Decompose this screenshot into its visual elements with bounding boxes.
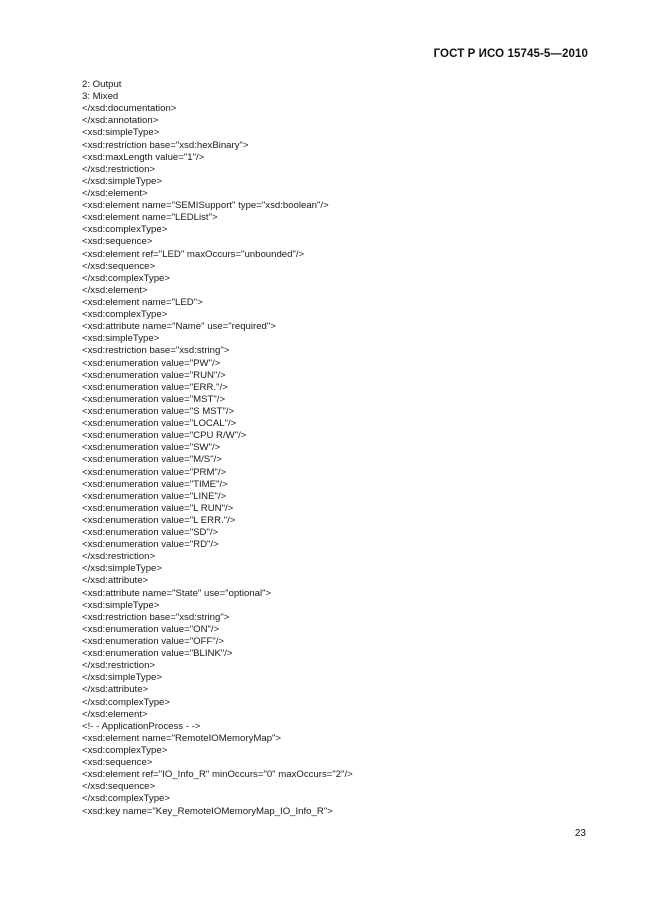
code-line: </xsd:element> xyxy=(82,187,148,199)
code-line: </xsd:sequence> xyxy=(82,260,156,272)
code-line: <xsd:restriction base="xsd:string"> xyxy=(82,611,230,623)
code-line: <xsd:enumeration value="SD"/> xyxy=(82,527,219,539)
code-line: <xsd:enumeration value="CPU R/W"/> xyxy=(82,430,247,442)
code-line: <xsd:complexType> xyxy=(82,745,168,757)
code-line: <xsd:element ref="IO_Info_R" minOccurs="0" maxOccurs="2"/> xyxy=(82,769,353,781)
code-line: <!- - ApplicationProcess - -> xyxy=(82,720,201,732)
code-line: 3: Mixed xyxy=(82,91,119,103)
code-line: <xsd:enumeration value="L RUN"/> xyxy=(82,502,234,514)
code-line: </xsd:restriction> xyxy=(82,551,156,563)
code-line: <xsd:element ref="LED" maxOccurs="unbounded"/> xyxy=(82,248,305,260)
code-line: <xsd:element name="LEDList"> xyxy=(82,212,218,224)
code-line: <xsd:enumeration value="S MST"/> xyxy=(82,405,235,417)
code-line: <xsd:element name="LED"> xyxy=(82,296,203,308)
code-line: <xsd:enumeration value="L ERR."/> xyxy=(82,514,236,526)
code-line: <xsd:enumeration value="PRM"/> xyxy=(82,466,227,478)
standard-header: ГОСТ Р ИСО 15745-5—2010 xyxy=(433,48,588,60)
code-line: <xsd:enumeration value="OFF"/> xyxy=(82,636,224,648)
code-line: <xsd:enumeration value="RUN"/> xyxy=(82,369,226,381)
code-line: <xsd:simpleType> xyxy=(82,599,160,611)
code-line: </xsd:element> xyxy=(82,708,148,720)
xsd-code-listing xyxy=(82,79,602,818)
code-line: <xsd:element name="SEMISupport" type="xsd:boolean"/> xyxy=(82,200,329,212)
code-line: </xsd:element> xyxy=(82,284,148,296)
code-line: </xsd:annotation> xyxy=(82,115,159,127)
code-line: <xsd:restriction base="xsd:string"> xyxy=(82,345,230,357)
code-line: </xsd:restriction> xyxy=(82,660,156,672)
code-line: </xsd:restriction> xyxy=(82,163,156,175)
code-line: </xsd:sequence> xyxy=(82,781,156,793)
code-line: <xsd:enumeration value="SW"/> xyxy=(82,442,221,454)
code-line: <xsd:simpleType> xyxy=(82,127,160,139)
code-line: <xsd:enumeration value="LINE"/> xyxy=(82,490,227,502)
code-line: <xsd:attribute name="State" use="optional"> xyxy=(82,587,272,599)
code-line: <xsd:enumeration value="LOCAL"/> xyxy=(82,418,237,430)
code-line: <xsd:enumeration value="ON"/> xyxy=(82,623,220,635)
code-line: </xsd:documentation> xyxy=(82,103,177,115)
code-line: <xsd:complexType> xyxy=(82,224,168,236)
code-line: <xsd:enumeration value="BLINK"/> xyxy=(82,648,233,660)
code-line: <xsd:simpleType> xyxy=(82,333,160,345)
code-line: </xsd:attribute> xyxy=(82,575,149,587)
code-line: </xsd:simpleType> xyxy=(82,175,162,187)
code-line: <xsd:key name="Key_RemoteIOMemoryMap_IO_Info_R"> xyxy=(82,805,333,817)
page-number: 23 xyxy=(574,828,586,839)
code-line: </xsd:complexType> xyxy=(82,272,170,284)
code-line: <xsd:sequence> xyxy=(82,757,153,769)
code-line: <xsd:maxLength value="1"/> xyxy=(82,151,205,163)
code-line: </xsd:complexType> xyxy=(82,696,170,708)
code-line: <xsd:enumeration value="ERR."/> xyxy=(82,381,228,393)
code-line: <xsd:complexType> xyxy=(82,309,168,321)
code-line: <xsd:enumeration value="MST"/> xyxy=(82,393,226,405)
code-line: </xsd:complexType> xyxy=(82,793,170,805)
code-line: </xsd:attribute> xyxy=(82,684,149,696)
code-line: <xsd:enumeration value="RD"/> xyxy=(82,539,219,551)
code-line: <xsd:enumeration value="PW"/> xyxy=(82,357,221,369)
code-line: <xsd:sequence> xyxy=(82,236,153,248)
code-line: <xsd:enumeration value="TIME"/> xyxy=(82,478,228,490)
code-line: </xsd:simpleType> xyxy=(82,672,162,684)
code-line: </xsd:simpleType> xyxy=(82,563,162,575)
code-line: <xsd:restriction base="xsd:hexBinary"> xyxy=(82,139,249,151)
code-line: <xsd:attribute name="Name" use="required"> xyxy=(82,321,276,333)
code-line: <xsd:enumeration value="M/S"/> xyxy=(82,454,222,466)
code-line: <xsd:element name="RemoteIOMemoryMap"> xyxy=(82,732,282,744)
code-line: 2: Output xyxy=(82,79,122,90)
